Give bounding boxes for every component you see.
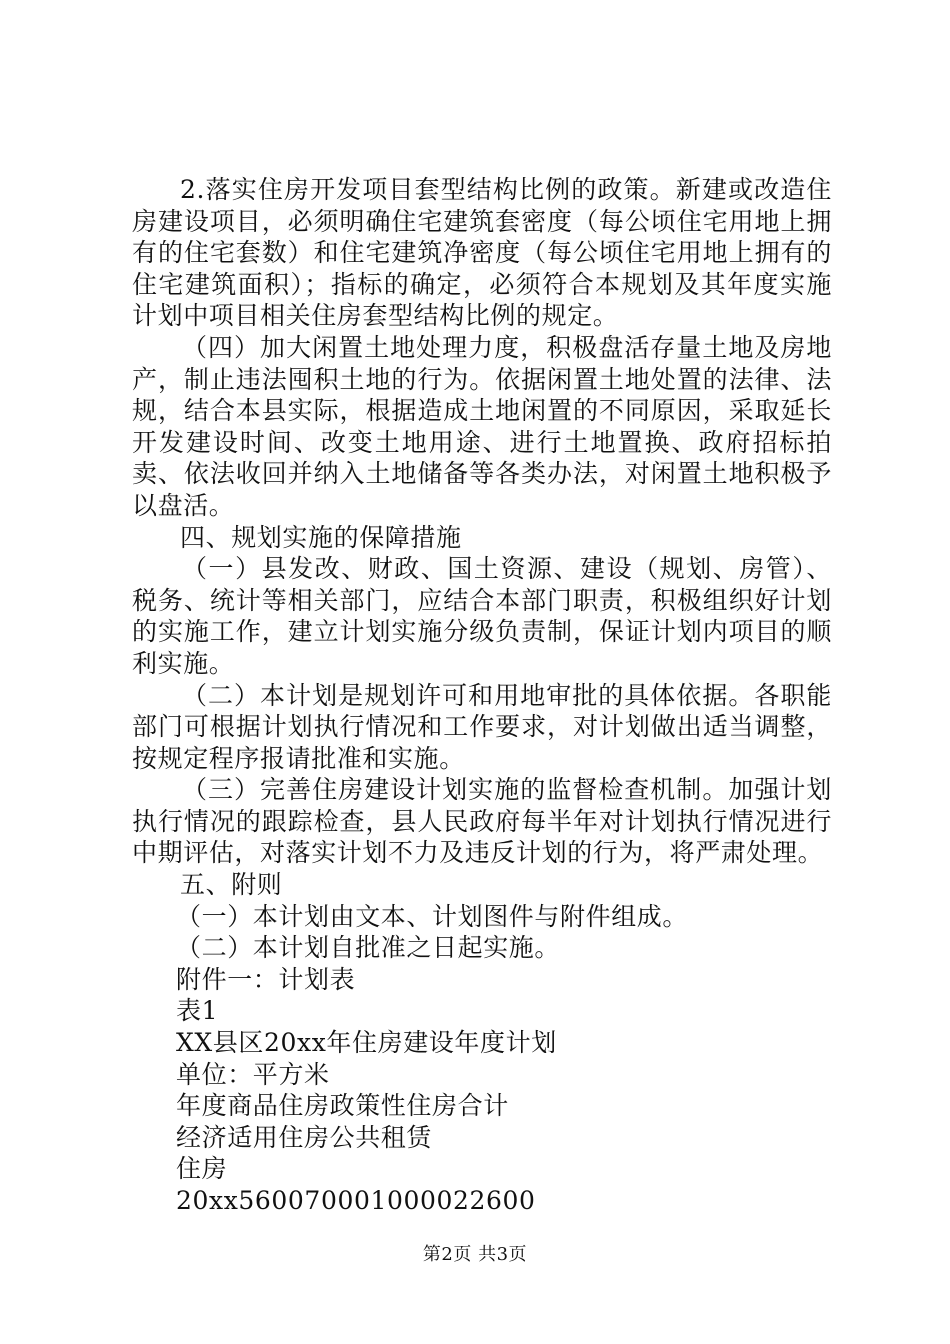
paragraph-safeguard-3: （三）完善住房建设计划实施的监督检查机制。加强计划执行情况的跟踪检查，县人民政府每半年对计划执行情况进行中期评估，对落实计划不力及违反计划的行为，将严肃处理。 xyxy=(132,775,832,868)
table-unit: 单位：平方米 xyxy=(176,1059,330,1089)
table-data-row: 20xx560070001000022600 xyxy=(176,1186,536,1215)
table-header-row-3: 住房 xyxy=(176,1154,228,1184)
table-header-row-2: 经济适用住房公共租赁 xyxy=(176,1122,433,1152)
paragraph-safeguard-2: （二）本计划是规划许可和用地审批的具体依据。各职能部门可根据计划执行情况和工作要求，对计划做出适当调整，按规定程序报请批准和实施。 xyxy=(132,680,832,773)
table-number: 表1 xyxy=(176,996,219,1026)
supplementary-item-2: （二）本计划自批准之日起实施。 xyxy=(176,933,561,963)
section-heading-supplementary: 五、附则 xyxy=(180,870,283,900)
supplementary-item-1: （一）本计划由文本、计划图件与附件组成。 xyxy=(176,901,689,931)
page-footer: 第2页 共3页 xyxy=(422,1244,528,1265)
table-title: XX县区20xx年住房建设年度计划 xyxy=(176,1028,557,1058)
document-body xyxy=(132,174,832,1217)
attachment-title: 附件一：计划表 xyxy=(176,964,356,994)
section-heading-safeguards: 四、规划实施的保障措施 xyxy=(180,522,462,552)
paragraph-safeguard-1: （一）县发改、财政、国土资源、建设（规划、房管）、税务、统计等相关部门，应结合本部门职责，积极组织好计划的实施工作，建立计划实施分级负责制，保证计划内项目的顺利实施。 xyxy=(132,554,832,678)
paragraph-idle-land: （四）加大闲置土地处理力度，积极盘活存量土地及房地产，制止违法囤积土地的行为。依据闲置土地处置的法律、法规，结合本县实际，根据造成土地闲置的不同原因，采取延长开发建设时间、改变土地用途、进行土地置换、政府招标拍卖、依法收回并纳入土地储备等各类办法，对闲置土地积极予以盘活。 xyxy=(132,332,832,520)
table-header-row-1: 年度商品住房政策性住房合计 xyxy=(176,1091,509,1121)
paragraph-housing-ratio-policy: 2.落实住房开发项目套型结构比例的政策。新建或改造住房建设项目，必须明确住宅建筑套密度（每公顷住宅用地上拥有的住宅套数）和住宅建筑净密度（每公顷住宅用地上拥有的住宅建筑面积）；指标的确定，必须符合本规划及其年度实施计划中项目相关住房套型结构比例的规定。 xyxy=(132,175,832,331)
